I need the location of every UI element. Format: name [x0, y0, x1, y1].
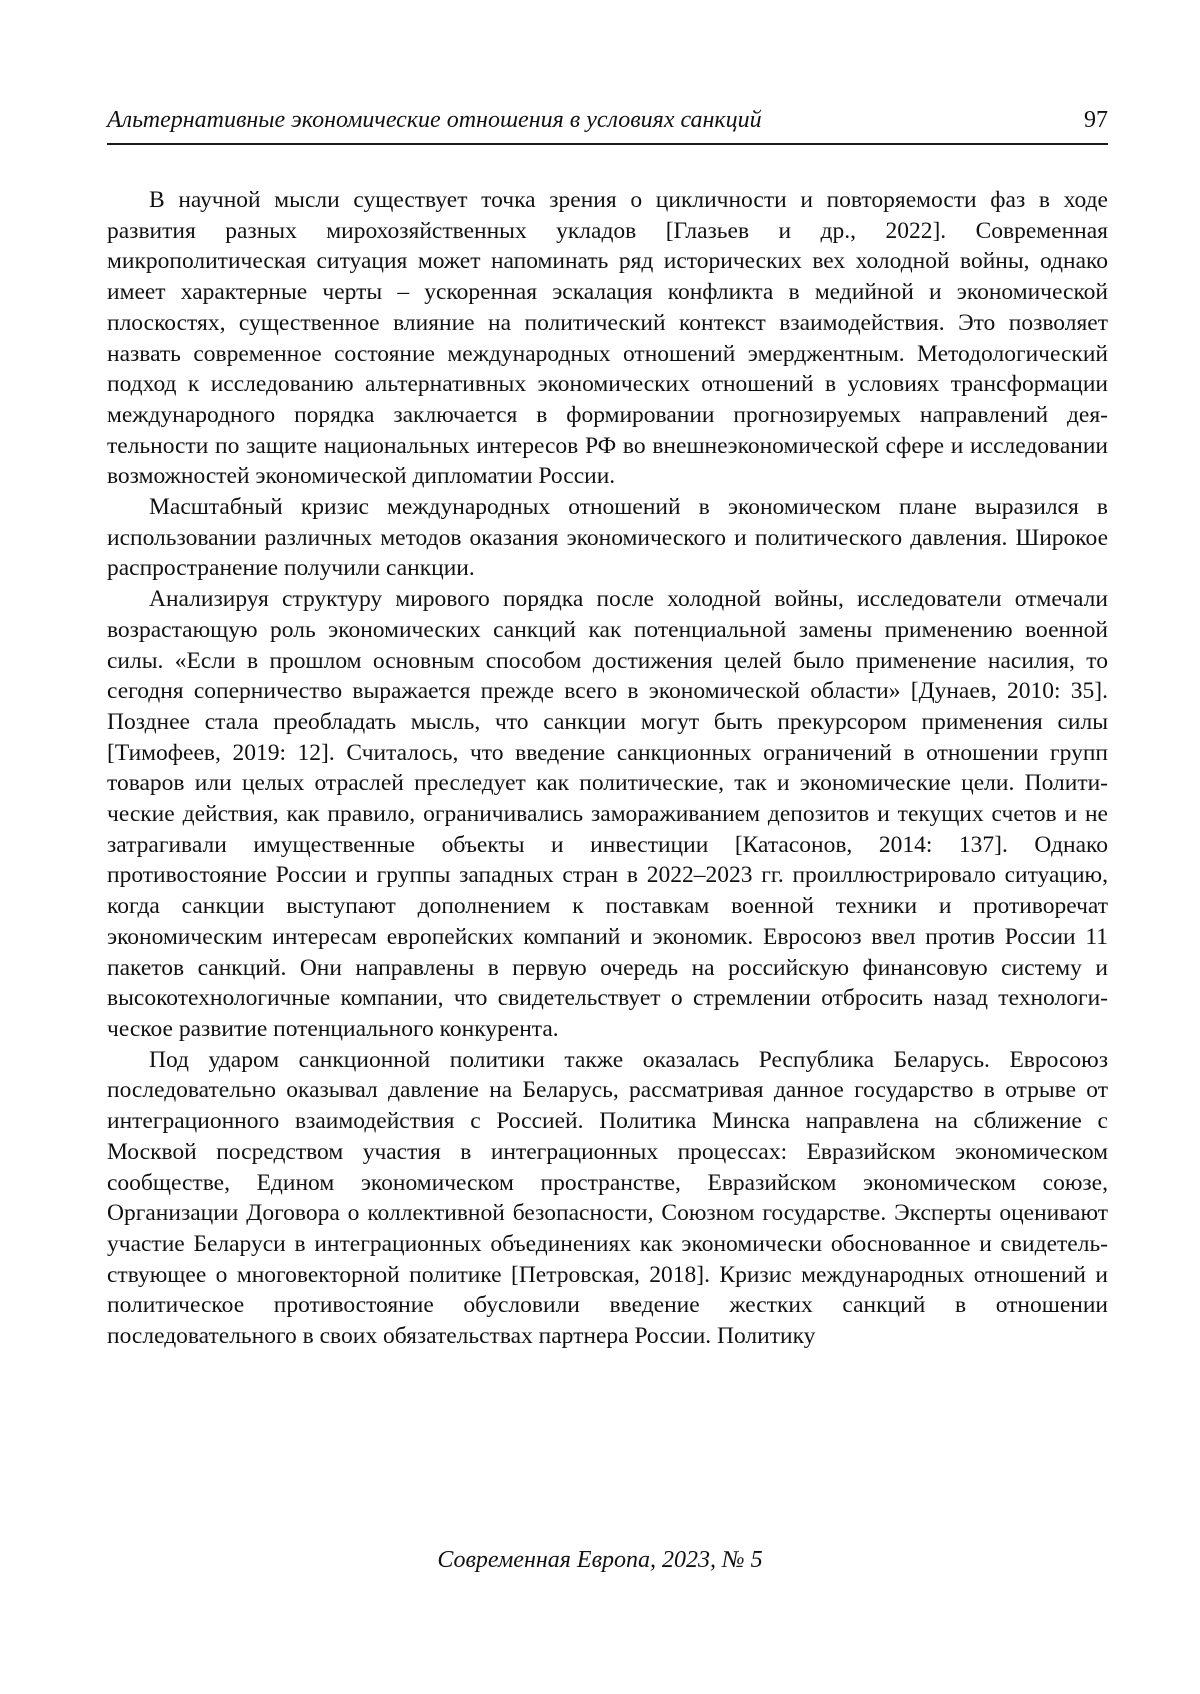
main-text [107, 185, 1108, 1352]
running-title: Альтернативные экономические отношения в условиях санкций [107, 107, 762, 133]
paragraph-4: Под ударом санкционной политики также оказалась Республика Беларусь. Евросоюз последовательно оказывал давление на Беларусь, рассматривая данное государство в отрыве от интеграционного взаимодействия с Россией. Политика Минска направлена на сближение с Москвой посредством участия в интеграционных процессах: Евразийском экономическом сообществе, Едином экономическом пространстве, Евразийском экономическом союзе, Организации Договора о коллективной безопасности, Союзном государстве. Эксперты оценивают участие Беларуси в интеграционных объединениях как экономически обоснованное и свидетельствующее о многовекторной политике [Петровская, 2018]. Кризис международных отношений и политическое противостояние обусловили введение жестких санкций в отношении последовательного в своих обязательствах партнера России. Политику [107, 1046, 1108, 1350]
paragraph-2: Масштабный кризис международных отношений в экономическом плане выразился в использовании различных методов оказания экономического и политического давления. Широкое распространение получили санкции. [107, 494, 1108, 582]
page-number: 97 [1084, 107, 1108, 133]
running-footer: Современная Европа, 2023, № 5 [437, 1547, 763, 1573]
paragraph-3: Анализируя структуру мирового порядка после холодной войны, исследователи отмечали возрастающую роль экономических санкций как потенциальной замены применению военной силы. «Если в прошлом основным способом достижения целей было применение насилия, то сегодня соперничество выражается прежде всего в экономической области» [Дунаев, 2010: 35]. Позднее стала преобладать мысль, что санкции могут быть прекурсором применения силы [Тимофеев, 2019: 12]. Считалось, что введение санкционных ограничений в отношении групп товаров или целых отраслей преследует как политические, так и экономические цели. Политические действия, как правило, ограничивались замораживанием депозитов и текущих счетов и не затрагивали имущественные объекты и инвестиции [Катасонов, 2014: 137]. Однако противостояние России и группы западных стран в 2022–2023 гг. проиллюстрировало ситуацию, когда санкции выступают дополнением к поставкам военной техники и противоречат экономическим интересам европейских компаний и экономик. Евросоюз ввел против России 11 пакетов санкций. Они направлены в первую очередь на российскую финансовую систему и высокотехнологичные компании, что свидетельствует о стремлении отбросить назад технологическое развитие потенциального конкурента. [107, 586, 1108, 1042]
paragraph-1: В научной мысли существует точка зрения о цикличности и повторяемости фаз в ходе развития разных мирохозяйственных укладов [Глазьев и др., 2022]. Современная микрополитическая ситуация может напоминать ряд исторических вех холодной войны, однако имеет характерные черты – ускоренная эскалация конфликта в медийной и экономической плоскостях, существенное влияние на политический контекст взаимодействия. Это позволяет назвать современное состояние международных отношений эмерджентным. Методологический подход к исследованию альтернативных экономических отношений в условиях трансформации международного порядка заключается в формировании прогнозируемых направлений деятельности по защите национальных интересов РФ во внешнеэкономической сфере и исследовании возможностей экономической дипломатии России. [107, 187, 1108, 490]
running-header [107, 103, 1108, 145]
